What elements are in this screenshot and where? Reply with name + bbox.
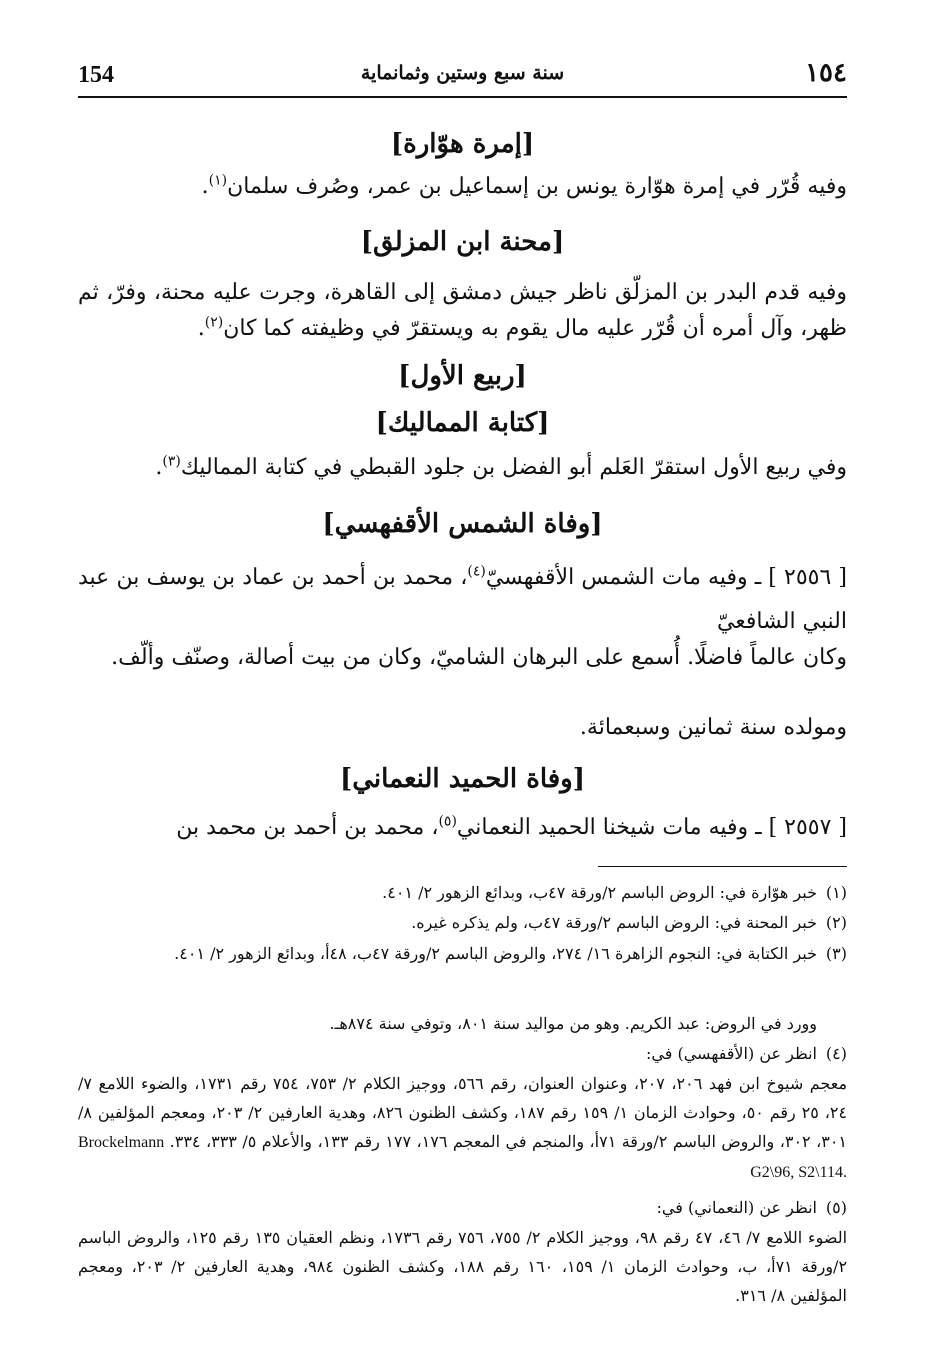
footnote-text: معجم شيوخ ابن فهد ٢٠٦، ٢٠٧، وعنوان العنوان، رقم ٥٦٦، ووجيز الكلام ٢/ ٧٥٣، ٧٥٤ رقم ١٧٣١، والضوء اللامع ٧/ ٢٤، ٢٥ رقم ٥٠، وحوادث الزمان ١/ ١٥٩ رقم ١٨٧، وكشف الظنون ٨٢٦، وهدية العارفين ٢/ ٢٠٣، ومعجم المؤلفين ٨/ ٣٠١، ٣٠٢، والروض الباسم ٢/ورقة ٧١أ، والمنجم في المعجم ١٧٦، ١٧٧ رقم ١٣٣، والأعلام ٥/ ٣٣٣، ٣٣٤.	[78, 1074, 848, 1151]
paragraph	[78, 275, 847, 347]
footnote-text: الضوء اللامع ٧/ ٤٦، ٤٧ رقم ٩٨، ووجيز الكلام ٢/ ٧٥٥، ٧٥٦ رقم ١٧٣٦، ونظم العقيان ١٣٥ رقم ١٢٥، والروض الباسم ٢/ورقة ٧١أ، ب، وحوادث الزمان ١/ ١٥٩، ١٦٠ رقم ١٨٨، وكشف الظنون ٩٨٤، وهدية العارفين ٢/ ٢٠٣، ومعجم المؤلفين ٨/ ٣١٦.	[78, 1228, 848, 1305]
paragraph-text: [ ٢٥٥٧ ] ـ وفيه مات شيخنا الحميد النعماني	[456, 815, 847, 840]
footnote-marker: (٢)	[204, 314, 224, 331]
footnote-number: (٣)	[825, 944, 847, 963]
footnote-text: خبر الكتابة في: النجوم الزاهرة ١٦/ ٢٧٤، والروض الباسم ٢/ورقة ٤٧ب، ٤٨أ، وبدائع الزهور ٢/ ٤٠١.	[174, 944, 817, 963]
footnote	[78, 1223, 847, 1310]
footnote	[78, 908, 847, 937]
footnote	[78, 878, 847, 907]
paragraph: وكان عالماً فاضلًا. أُسمع على البرهان الشاميّ، وكان من بيت أصالة، وصنّف وألّف.	[111, 645, 847, 670]
paragraph	[78, 171, 847, 203]
footnote-text: وورد في الروض: عبد الكريم. وهو من مواليد سنة ٨٠١، وتوفي سنة ٨٧٤هـ.	[329, 1014, 817, 1033]
section-heading: [إمرة هوّارة]	[390, 129, 535, 159]
paragraph	[78, 812, 847, 844]
paragraph-text: وفيه قدم البدر بن المزلّق ناظر جيش دمشق إلى القاهرة، وجرت عليه محنة، وفرّ، ثم ظهر، وآل أمره أن قُرّر عليه مال يقوم به ويستقرّ في وظيفته كما كان	[78, 280, 847, 341]
paragraph-tail: ، محمد بن أحمد بن محمد بن	[176, 815, 439, 840]
footnote-text: خبر هوّارة في: الروض الباسم ٢/ورقة ٤٧ب، وبدائع الزهور ٢/ ٤٠١.	[382, 883, 817, 902]
paragraph-tail: .	[201, 174, 209, 199]
footnote-latin-reference: Brockelmann G2\96, S2\114.	[78, 1134, 847, 1181]
footnote	[78, 1009, 817, 1038]
footnote-number: (١)	[825, 883, 847, 902]
paragraph-text: [ ٢٥٥٦ ] ـ وفيه مات الشمس الأقفهسيّ	[485, 565, 847, 590]
paragraph-text: وفيه قُرّر في إمرة هوّارة يونس بن إسماعيل بن عمر، وصُرف سلمان	[227, 174, 847, 199]
footnote-marker: (١)	[208, 172, 228, 189]
footnote-number: (٥)	[825, 1198, 847, 1217]
paragraph	[78, 556, 847, 644]
footnote	[78, 1193, 847, 1222]
footnote	[78, 1069, 847, 1187]
section-heading: [وفاة الحميد النعماني]	[339, 764, 586, 794]
page-number-arabic: ١٥٤	[805, 58, 847, 88]
paragraph: ومولده سنة ثمانين وسبعمائة.	[579, 715, 847, 740]
footnote-text: انظر عن (النعماني) في:	[656, 1198, 817, 1217]
footnote-rule	[598, 866, 847, 867]
footnote-marker: (٤)	[467, 563, 486, 580]
footnote	[78, 939, 847, 968]
footnote-text: انظر عن (الأقفهسي) في:	[646, 1044, 817, 1063]
section-heading: [وفاة الشمس الأقفهسي]	[322, 509, 603, 539]
section-heading: [ربيع الأول]	[398, 361, 527, 391]
paragraph-tail: .	[155, 455, 163, 480]
header-rule	[78, 96, 847, 98]
footnote-number: (٢)	[825, 913, 847, 932]
paragraph	[78, 452, 847, 484]
paragraph-tail: .	[197, 316, 205, 341]
section-heading: [كتابة المماليك]	[375, 408, 550, 438]
footnote-marker: (٣)	[162, 453, 181, 470]
page-number-latin: 154	[78, 62, 114, 88]
paragraph-text: وفي ربيع الأول استقرّ العَلم أبو الفضل بن جلود القبطي في كتابة المماليك	[180, 455, 847, 480]
footnote-marker: (٥)	[438, 813, 457, 830]
section-heading: [محنة ابن المزلق]	[360, 227, 565, 257]
footnote-text: خبر المحنة في: الروض الباسم ٢/ورقة ٤٧ب، ولم يذكره غيره.	[411, 913, 817, 932]
page-header	[78, 56, 847, 96]
running-title: سنة سبع وستين وثمانماية	[360, 62, 565, 84]
paragraph-tail: ، محمد بن أحمد بن عماد بن يوسف بن عبد النبي الشافعيّ	[78, 565, 847, 634]
footnote-number: (٤)	[825, 1044, 847, 1063]
footnote	[78, 1039, 847, 1068]
